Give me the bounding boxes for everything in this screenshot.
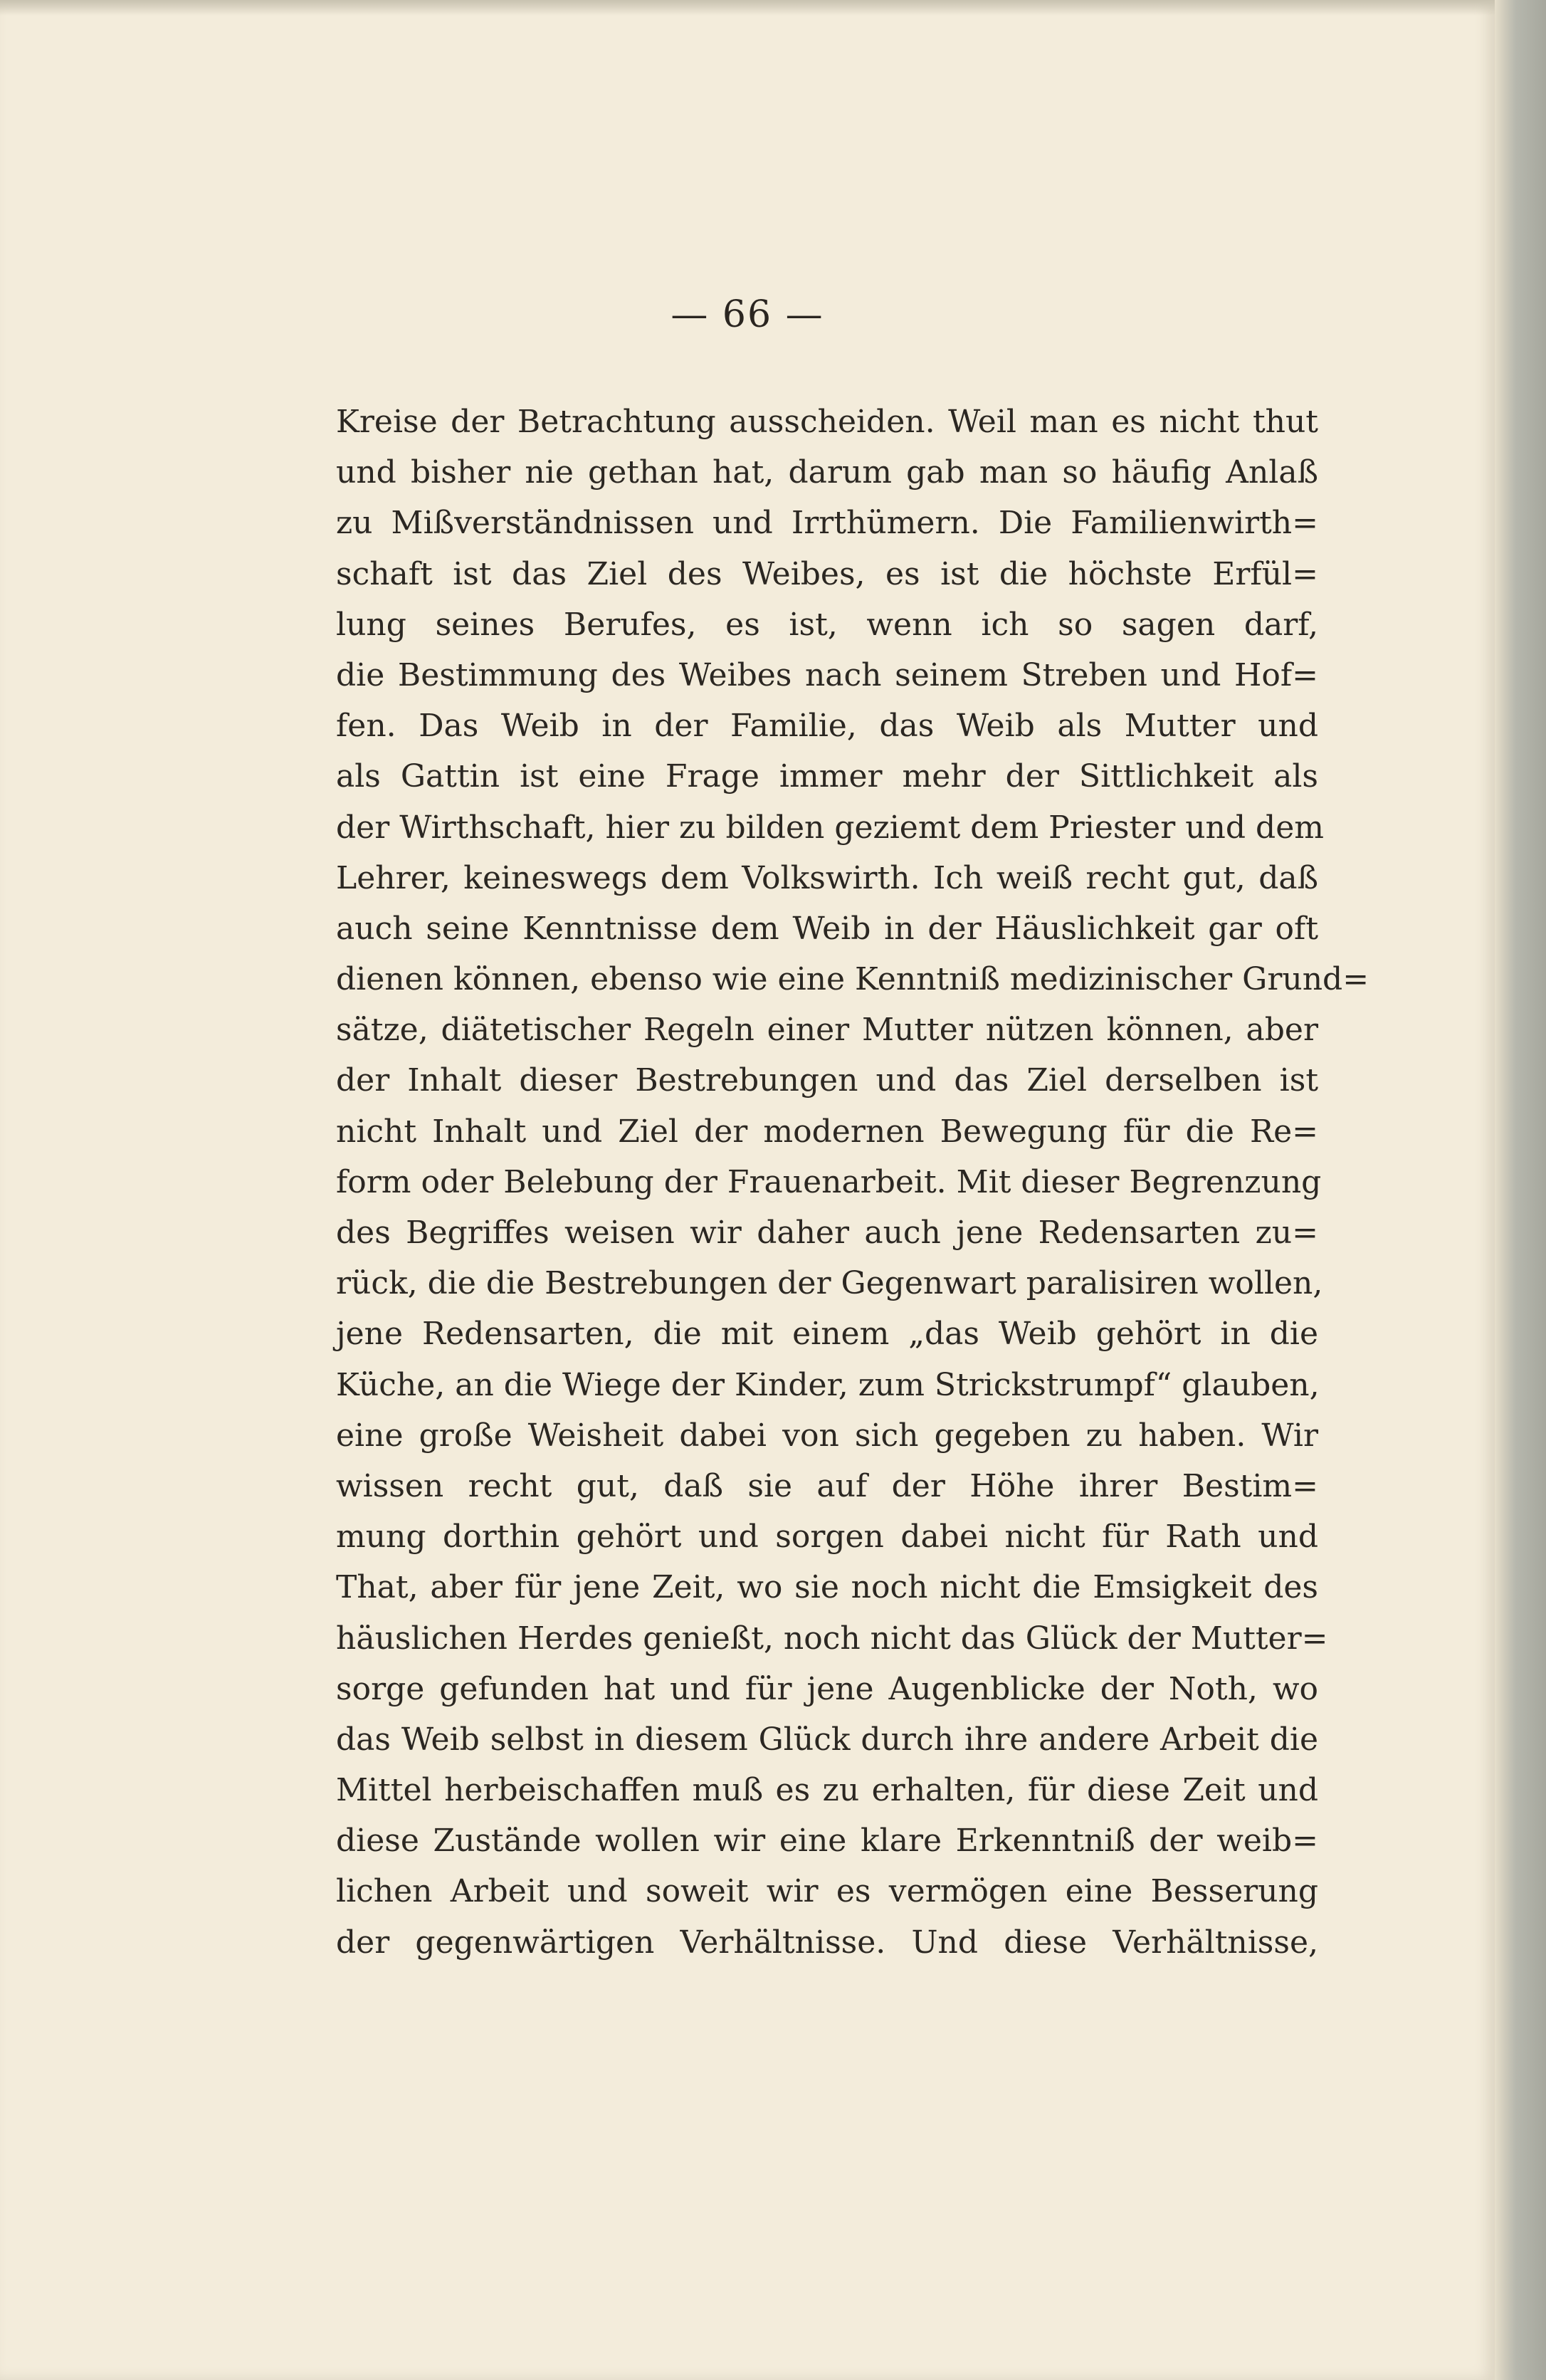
- text-line: diese Zustände wollen wir eine klare Erkenntniß der weib=: [336, 1823, 1318, 1860]
- text-line: dienen können, ebenso wie eine Kenntniß medizinischer Grund=: [336, 961, 1369, 998]
- text-line: lung seines Berufes, es ist, wenn ich so sagen darf,: [336, 606, 1318, 643]
- text-line: der Inhalt dieser Bestrebungen und das Ziel derselben ist: [336, 1062, 1318, 1099]
- body-text: [336, 397, 1369, 1968]
- text-line: wissen recht gut, daß sie auf der Höhe ihrer Bestim=: [336, 1467, 1318, 1504]
- text-line: des Begriffes weisen wir daher auch jene Redensarten zu=: [336, 1215, 1318, 1251]
- text-line: fen. Das Weib in der Familie, das Weib als Mutter und: [336, 708, 1318, 745]
- text-line: das Weib selbst in diesem Glück durch ihre andere Arbeit die: [336, 1721, 1318, 1758]
- text-line: Küche, an die Wiege der Kinder, zum Strickstrumpf“ glauben,: [336, 1366, 1320, 1403]
- text-line: eine große Weisheit dabei von sich gegeben zu haben. Wir: [336, 1417, 1318, 1454]
- text-line: Kreise der Betrachtung ausscheiden. Weil man es nicht thut: [336, 404, 1318, 440]
- page-top-stain: [0, 0, 1495, 16]
- text-line: sorge gefunden hat und für jene Augenblicke der Noth, wo: [336, 1670, 1318, 1707]
- text-line: der Wirthschaft, hier zu bilden geziemt dem Priester und dem: [336, 809, 1324, 846]
- text-line: sätze, diätetischer Regeln einer Mutter nützen können, aber: [336, 1012, 1318, 1049]
- page-number: — 66 —: [671, 293, 824, 336]
- text-line: zu Mißverständnissen und Irrthümern. Die Familienwirth=: [336, 505, 1318, 542]
- text-line: mung dorthin gehört und sorgen dabei nicht für Rath und: [336, 1519, 1318, 1556]
- text-line: häuslichen Herdes genießt, noch nicht das Glück der Mutter=: [336, 1620, 1328, 1657]
- page-edge: [1495, 0, 1546, 2380]
- text-line: der gegenwärtigen Verhältnisse. Und diese Verhältnisse,: [336, 1924, 1318, 1961]
- text-line: Mittel herbeischaffen muß es zu erhalten, für diese Zeit und: [336, 1772, 1318, 1809]
- text-line: schaft ist das Ziel des Weibes, es ist die höchste Erfül=: [336, 555, 1318, 592]
- text-line: That, aber für jene Zeit, wo sie noch nicht die Emsigkeit des: [336, 1569, 1318, 1606]
- text-line: nicht Inhalt und Ziel der modernen Bewegung für die Re=: [336, 1113, 1318, 1150]
- text-line: jene Redensarten, die mit einem „das Weib gehört in die: [336, 1316, 1318, 1353]
- text-line: die Bestimmung des Weibes nach seinem Streben und Hof=: [336, 656, 1318, 693]
- text-line: Lehrer, keineswegs dem Volkswirth. Ich weiß recht gut, daß: [336, 859, 1318, 896]
- text-line: form oder Belebung der Frauenarbeit. Mit dieser Begrenzung: [336, 1163, 1322, 1200]
- text-line: auch seine Kenntnisse dem Weib in der Häuslichkeit gar oft: [336, 910, 1318, 947]
- text-line: rück, die die Bestrebungen der Gegenwart paralisiren wollen,: [336, 1265, 1323, 1302]
- text-line: lichen Arbeit und soweit wir es vermögen eine Besserung: [336, 1873, 1318, 1910]
- text-line: und bisher nie gethan hat, darum gab man so häufig Anlaß: [336, 454, 1318, 491]
- text-line: als Gattin ist eine Frage immer mehr der Sittlichkeit als: [336, 758, 1318, 795]
